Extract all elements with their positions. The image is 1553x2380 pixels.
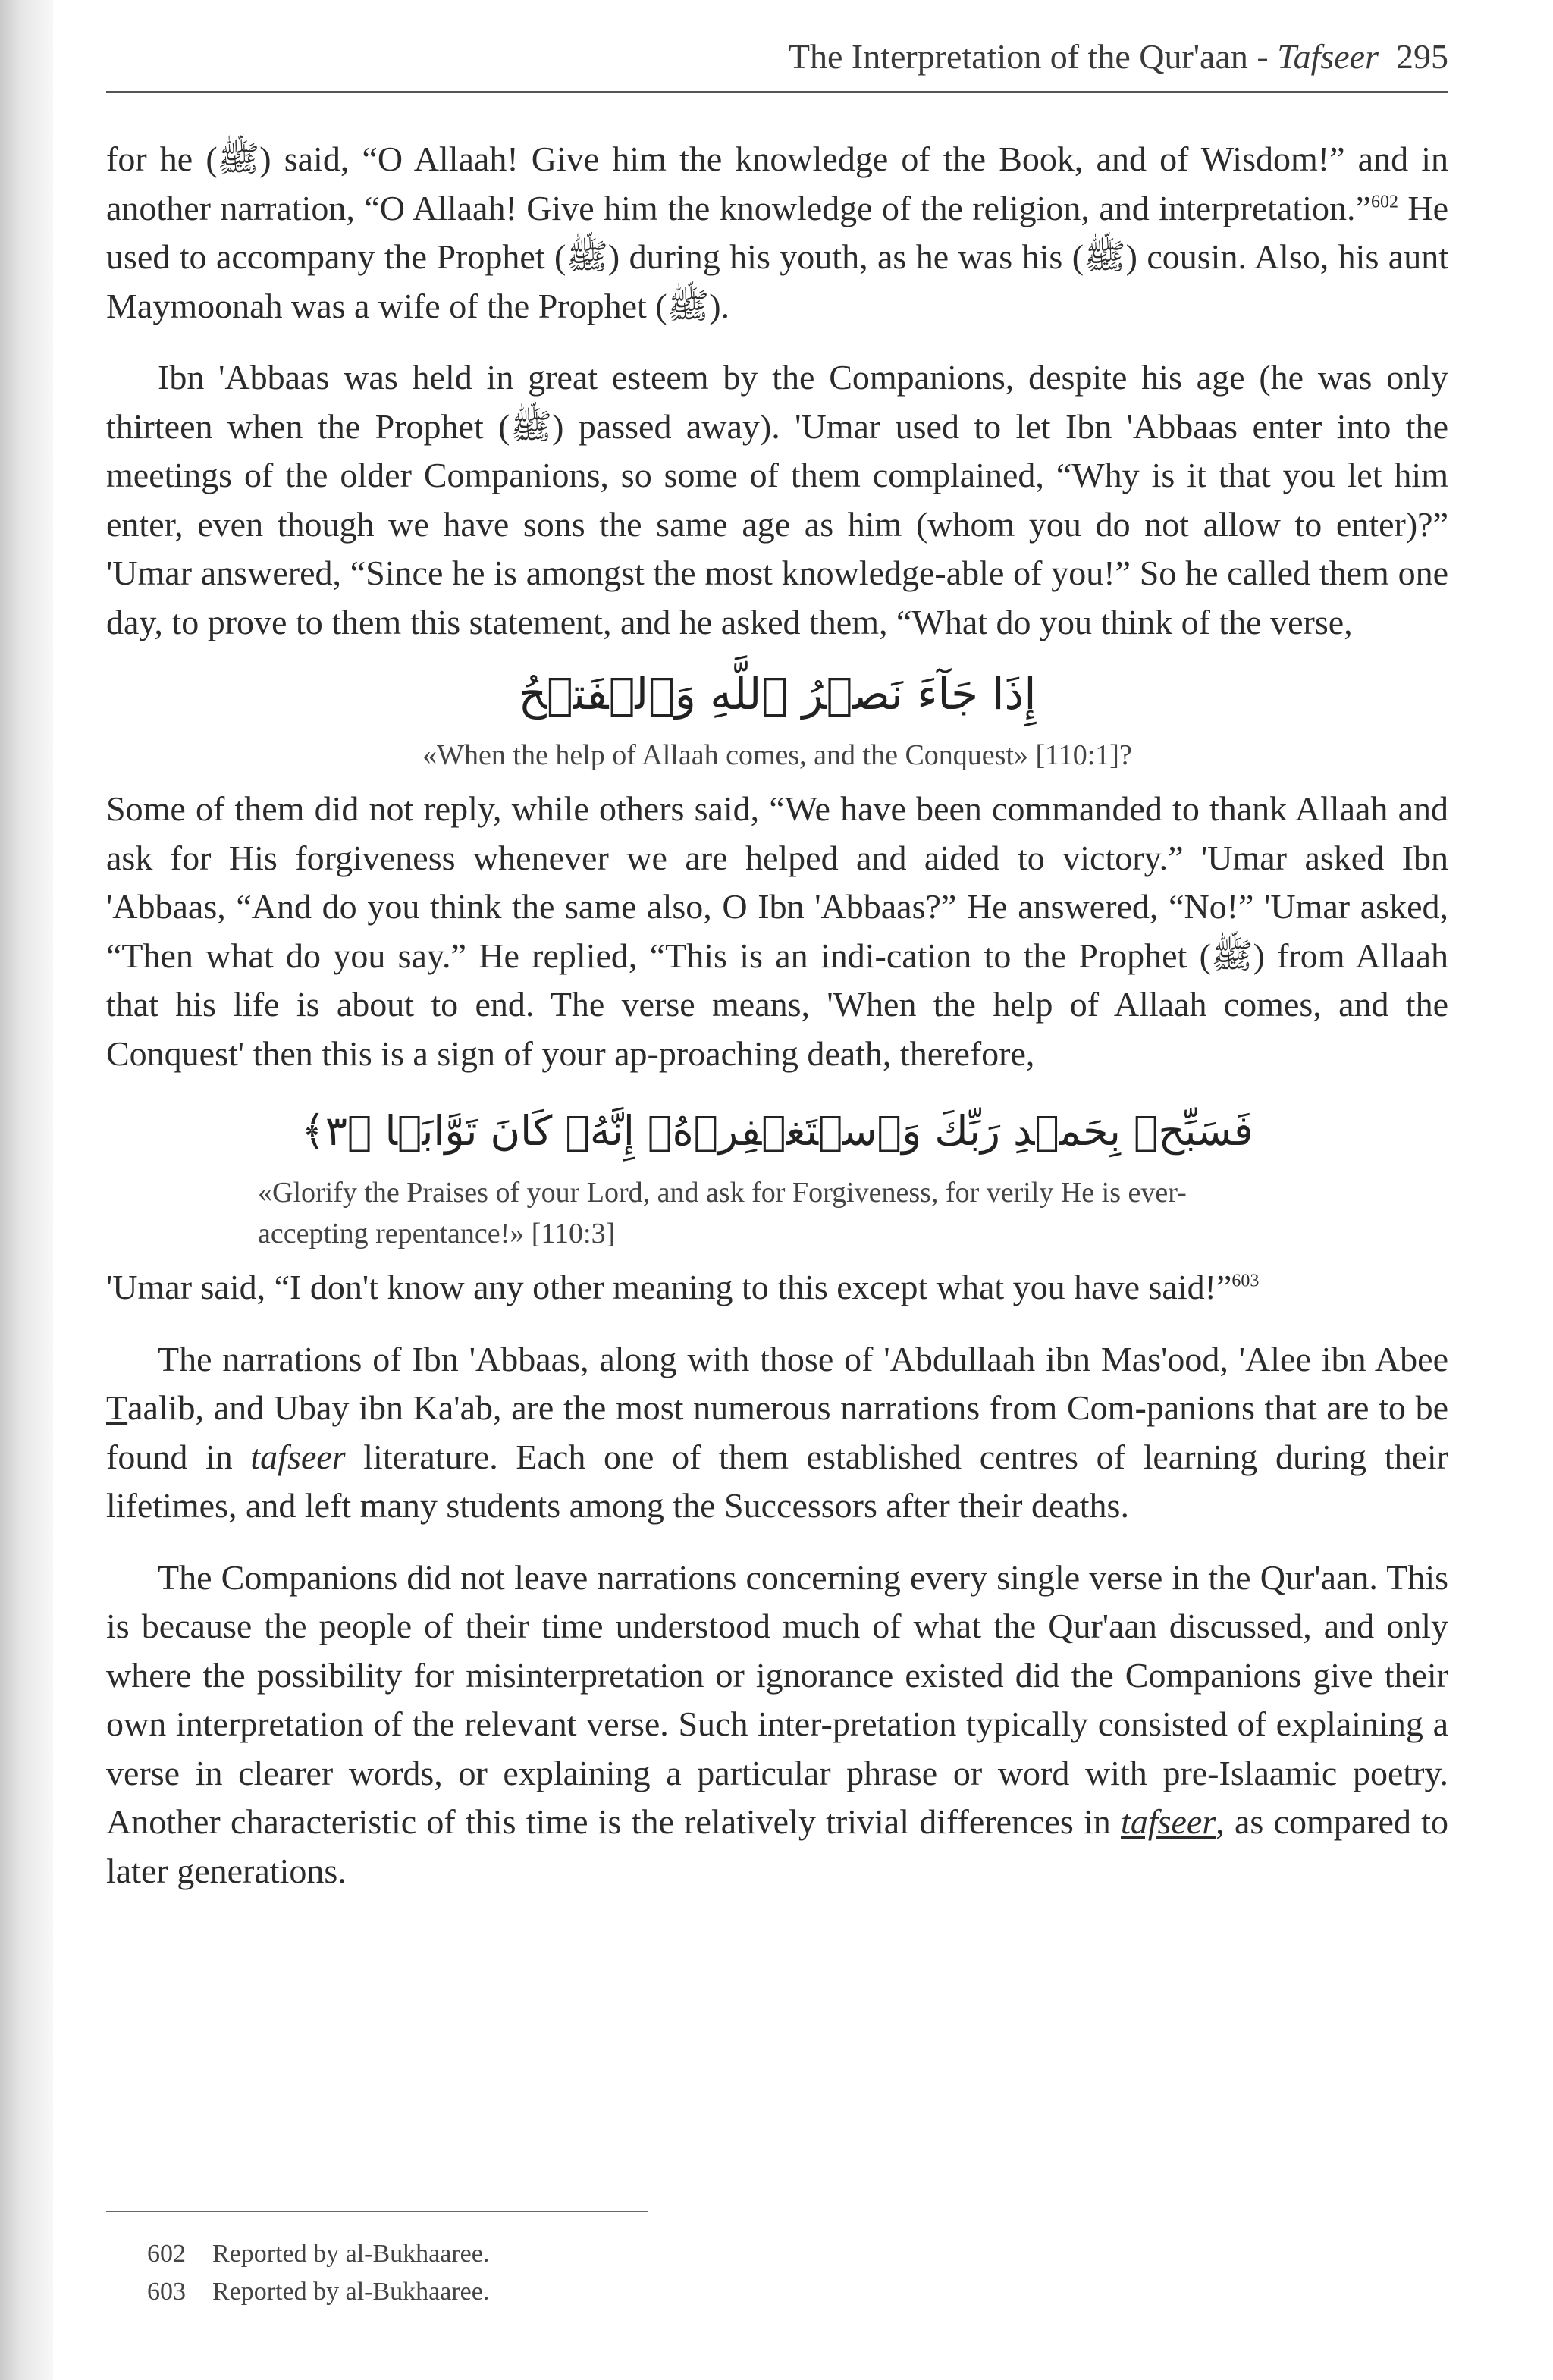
footnote-text: Reported by al-Bukhaaree. (212, 2278, 490, 2306)
footnote-rule (106, 2211, 648, 2212)
paragraph-2: Ibn 'Abbaas was held in great esteem by the Companions, despite his age (he was only thirteen when the Prophet (ﷺ) passed away). 'Umar used to let Ibn 'Abbaas enter into the meetings of the older Companions, so some of them complained, “Why is it that you let him enter, even though we have sons the same age as him (whom you do not allow to enter)?” 'Umar answered, “Since he is amongst the most knowledge-able of you!” So he called them one day, to prove to them this statement, and he asked them, “What do you think of the verse, (106, 358, 1448, 641)
paragraph-5: The narrations of Ibn 'Abbaas, along with those of 'Abdullaah ibn Mas'ood, 'Alee ibn Abee Taalib, and Ubay ibn Ka'ab, are the most numerous narrations from Com-panions that are to be found in tafseer literature. Each one of them established centres of learning during their lifetimes, and left many students among the Successors after their deaths. (106, 1339, 1448, 1525)
footnote-number: 602 (147, 2240, 186, 2268)
running-header (789, 36, 1448, 77)
paragraph-1: for he (ﷺ) said, “O Allaah! Give him the knowledge of the Book, and of Wisdom!” and in another narration, “O Allaah! Give him the knowledge of the religion, and interpretation.”$^{602}$ He used to accompany the Prophet (ﷺ) during his youth, as he was his (ﷺ) cousin. Also, his aunt Maymoonah was a wife of the Prophet (ﷺ). (106, 140, 1449, 325)
page-number: 295 (1396, 37, 1448, 76)
main-text (106, 135, 1448, 1896)
paragraph-4: 'Umar said, “I don't know any other meaning to this except what you have said!”$^{603}$ (106, 1268, 1260, 1306)
footnote-603 (147, 2273, 489, 2311)
term-tafseer: tafseer (1121, 1802, 1216, 1841)
arabic-verse-110-1: إِذَا جَآءَ نَصۡرُ ٱللَّهِ وَٱلۡفَتۡحُ (518, 668, 1037, 720)
term-tafseer: tafseer (250, 1437, 346, 1476)
page-gutter-shadow (0, 0, 53, 2380)
header-title-italic: Tafseer (1277, 37, 1379, 76)
arabic-verse-110-3: فَسَبِّحۡ بِحَمۡدِ رَبِّكَ وَٱسۡتَغۡفِرۡهُۚ إِنَّهُۥ كَانَ تَوَّابَۢا ﴿٣﴾ (301, 1107, 1253, 1155)
footnote-ref-602[interactable]: 602 (1370, 192, 1398, 212)
paragraph-3: Some of them did not reply, while others said, “We have been commanded to thank Allaah and ask for His forgiveness whenever we are helped and aided to victory.” 'Umar asked Ibn 'Abbaas, “And do you think the same also, O Ibn 'Abbaas?” He answered, “No!” 'Umar asked, “Then what do you say.” He replied, “This is an indi-cation to the Prophet (ﷺ) from Allaah that his life is about to end. The verse means, 'When the help of Allaah comes, and the Conquest' then this is a sign of your ap-proaching death, therefore, (106, 789, 1448, 1073)
footnotes (147, 2235, 489, 2311)
footnote-ref-603[interactable]: 603 (1231, 1271, 1260, 1291)
verse-translation-110-1: «When the help of Allaah comes, and the Conquest» [110:1]? (422, 739, 1132, 771)
footnote-text: Reported by al-Bukhaaree. (212, 2240, 490, 2268)
paragraph-6: The Companions did not leave narrations concerning every single verse in the Qur'aan. This is because the people of their time understood much of what the Qur'aan discussed, and only where the possibility for misinterpretation or ignorance existed did the Companions give their own interpretation of the relevant verse. Such inter-pretation typically consisted of explaining a verse in clearer words, or explaining a particular phrase or word with pre-Islaamic poetry. Another characteristic of this time is the relatively trivial differences in tafseer, as compared to later generations. (106, 1557, 1448, 1890)
footnote-602 (147, 2235, 489, 2273)
header-rule (106, 91, 1448, 93)
footnote-number: 603 (147, 2278, 186, 2306)
header-title: The Interpretation of the Qur'aan - (788, 37, 1269, 76)
verse-translation-110-3: «Glorify the Praises of your Lord, and ask for Forgiveness, for verily He is ever-accepting repentance!» [110:3] (258, 1177, 1187, 1250)
